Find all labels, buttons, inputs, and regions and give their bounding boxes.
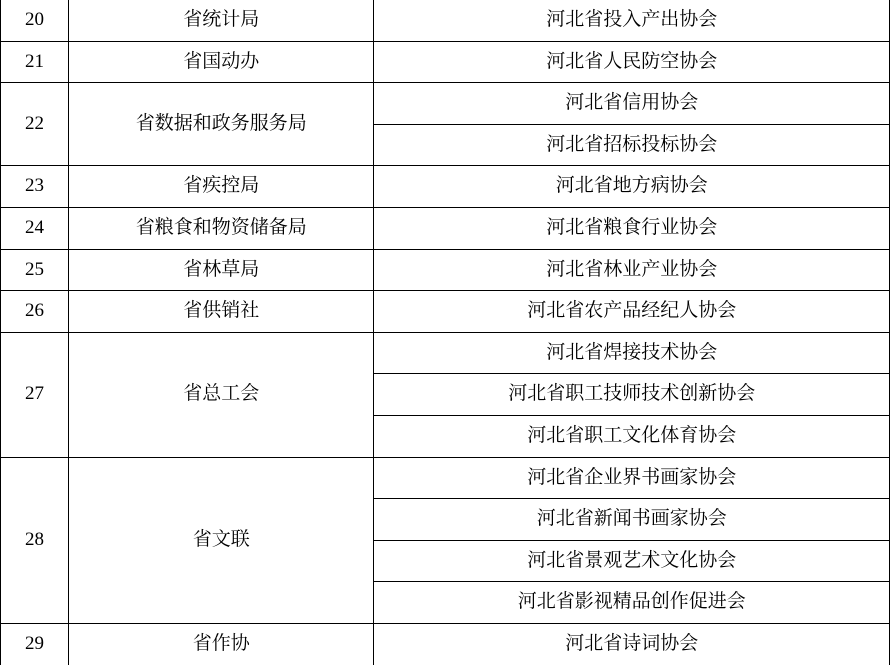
supervising-unit-cell: 省文联 [69, 457, 374, 623]
table-row [1, 457, 890, 499]
row-index-cell: 25 [1, 249, 69, 291]
row-index-cell: 20 [1, 0, 69, 41]
association-name-cell: 河北省景观艺术文化协会 [374, 540, 890, 582]
supervising-unit-cell: 省作协 [69, 623, 374, 664]
row-index-cell: 23 [1, 166, 69, 208]
association-name-cell: 河北省人民防空协会 [374, 41, 890, 83]
association-name-cell: 河北省信用协会 [374, 83, 890, 125]
row-index-cell: 21 [1, 41, 69, 83]
supervising-unit-cell: 省疾控局 [69, 166, 374, 208]
table-row [1, 623, 890, 664]
association-name-cell: 河北省企业界书画家协会 [374, 457, 890, 499]
association-name-cell: 河北省职工技师技术创新协会 [374, 374, 890, 416]
row-index-cell: 28 [1, 457, 69, 623]
table-row [1, 83, 890, 125]
table-row [1, 291, 890, 333]
table-row [1, 332, 890, 374]
supervising-unit-cell: 省林草局 [69, 249, 374, 291]
association-name-cell: 河北省诗词协会 [374, 623, 890, 664]
association-name-cell: 河北省粮食行业协会 [374, 207, 890, 249]
row-index-cell: 24 [1, 207, 69, 249]
row-index-cell: 27 [1, 332, 69, 457]
row-index-cell: 26 [1, 291, 69, 333]
association-name-cell: 河北省投入产出协会 [374, 0, 890, 41]
association-name-cell: 河北省影视精品创作促进会 [374, 582, 890, 624]
association-name-cell: 河北省招标投标协会 [374, 124, 890, 166]
row-index-cell: 29 [1, 623, 69, 664]
supervising-unit-cell: 省数据和政务服务局 [69, 83, 374, 166]
table-row [1, 41, 890, 83]
row-index-cell: 22 [1, 83, 69, 166]
supervising-unit-cell: 省供销社 [69, 291, 374, 333]
table-row [1, 0, 890, 41]
association-name-cell: 河北省地方病协会 [374, 166, 890, 208]
supervising-unit-cell: 省国动办 [69, 41, 374, 83]
association-name-cell: 河北省新闻书画家协会 [374, 499, 890, 541]
table-row [1, 249, 890, 291]
table-body [1, 0, 890, 665]
association-name-cell: 河北省农产品经纪人协会 [374, 291, 890, 333]
table-row [1, 207, 890, 249]
supervising-unit-cell: 省总工会 [69, 332, 374, 457]
table-row [1, 166, 890, 208]
association-name-cell: 河北省焊接技术协会 [374, 332, 890, 374]
supervising-unit-cell: 省统计局 [69, 0, 374, 41]
supervising-unit-cell: 省粮食和物资储备局 [69, 207, 374, 249]
association-name-cell: 河北省职工文化体育协会 [374, 415, 890, 457]
association-name-cell: 河北省林业产业协会 [374, 249, 890, 291]
